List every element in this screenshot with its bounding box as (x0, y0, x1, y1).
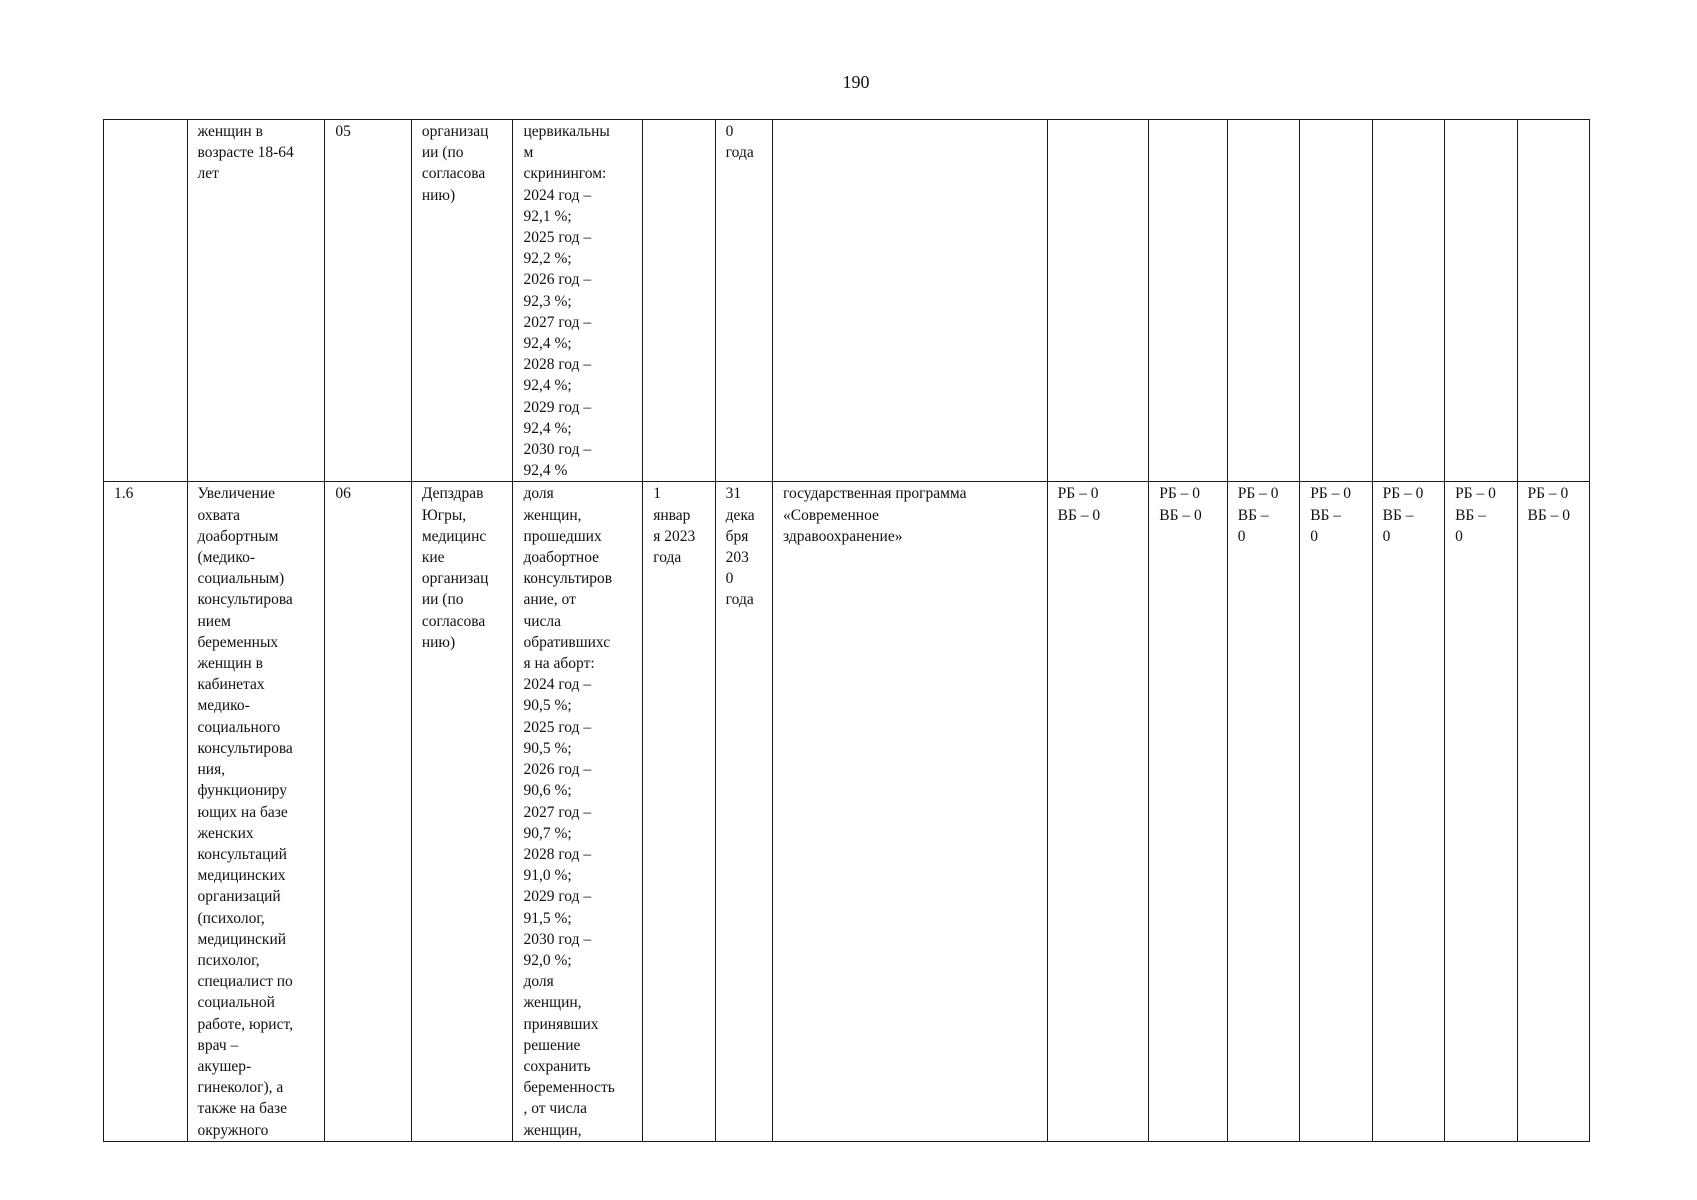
table-cell: РБ – 0 ВБ – 0 (1445, 482, 1517, 1141)
table-cell: 31 дека бря 203 0 года (715, 482, 772, 1141)
table-cell: 1 январ я 2023 года (643, 482, 715, 1141)
table-cell (1372, 120, 1444, 482)
table-cell: РБ – 0 ВБ – 0 (1300, 482, 1372, 1141)
table-cell: Увеличение охвата доабортным (медико- социальным) консультирова нием беременных женщин в кабинетах медико- социального консультирова ния, функциониру ющих на базе женских консультаций медицинских организаций (психолог, медицинский психолог, специалист по социальной работе, юрист, врач – акушер- гинеколог), а также на базе окружного (187, 482, 325, 1141)
table-cell: 1.6 (104, 482, 188, 1141)
table-cell: цервикальны м скринингом: 2024 год – 92,1 %; 2025 год – 92,2 %; 2026 год – 92,3 %; 2027 год – 92,4 %; 2028 год – 92,4 %; 2029 год – 92,4 %; 2030 год – 92,4 % (513, 120, 643, 482)
table-cell: РБ – 0 ВБ – 0 (1517, 482, 1590, 1141)
table-cell (643, 120, 715, 482)
table-cell: Депздрав Югры, медицинс кие организац ии (по согласова нию) (411, 482, 513, 1141)
table-cell: РБ – 0 ВБ – 0 (1227, 482, 1299, 1141)
table-cell: РБ – 0 ВБ – 0 (1149, 482, 1227, 1141)
table-cell: организац ии (по согласова нию) (411, 120, 513, 482)
table-cell: 0 года (715, 120, 772, 482)
table-row (104, 482, 1590, 1141)
table-cell (104, 120, 188, 482)
table-cell (773, 120, 1048, 482)
table-cell: 05 (325, 120, 412, 482)
table-row (104, 120, 1590, 482)
table-cell (1300, 120, 1372, 482)
table-cell (1149, 120, 1227, 482)
table-cell (1227, 120, 1299, 482)
document-table (103, 119, 1590, 1142)
table-cell: РБ – 0 ВБ – 0 (1047, 482, 1149, 1141)
table-cell (1047, 120, 1149, 482)
table-cell (1445, 120, 1517, 482)
table-cell: женщин в возрасте 18-64 лет (187, 120, 325, 482)
page-number: 190 (842, 72, 870, 92)
table-cell (1517, 120, 1590, 482)
table-cell: РБ – 0 ВБ – 0 (1372, 482, 1444, 1141)
table-cell: доля женщин, прошедших доабортное консультиров ание, от числа обратившихс я на аборт: 2024 год – 90,5 %; 2025 год – 90,5 %; 2026 год – 90,6 %; 2027 год – 90,7 %; 2028 год – 91,0 %; 2029 год – 91,5 %; 2030 год – 92,0 %; доля женщин, принявших решение сохранить беременность , от числа женщин, (513, 482, 643, 1141)
table-cell: 06 (325, 482, 412, 1141)
table-cell: государственная программа «Современное здравоохранение» (773, 482, 1048, 1141)
